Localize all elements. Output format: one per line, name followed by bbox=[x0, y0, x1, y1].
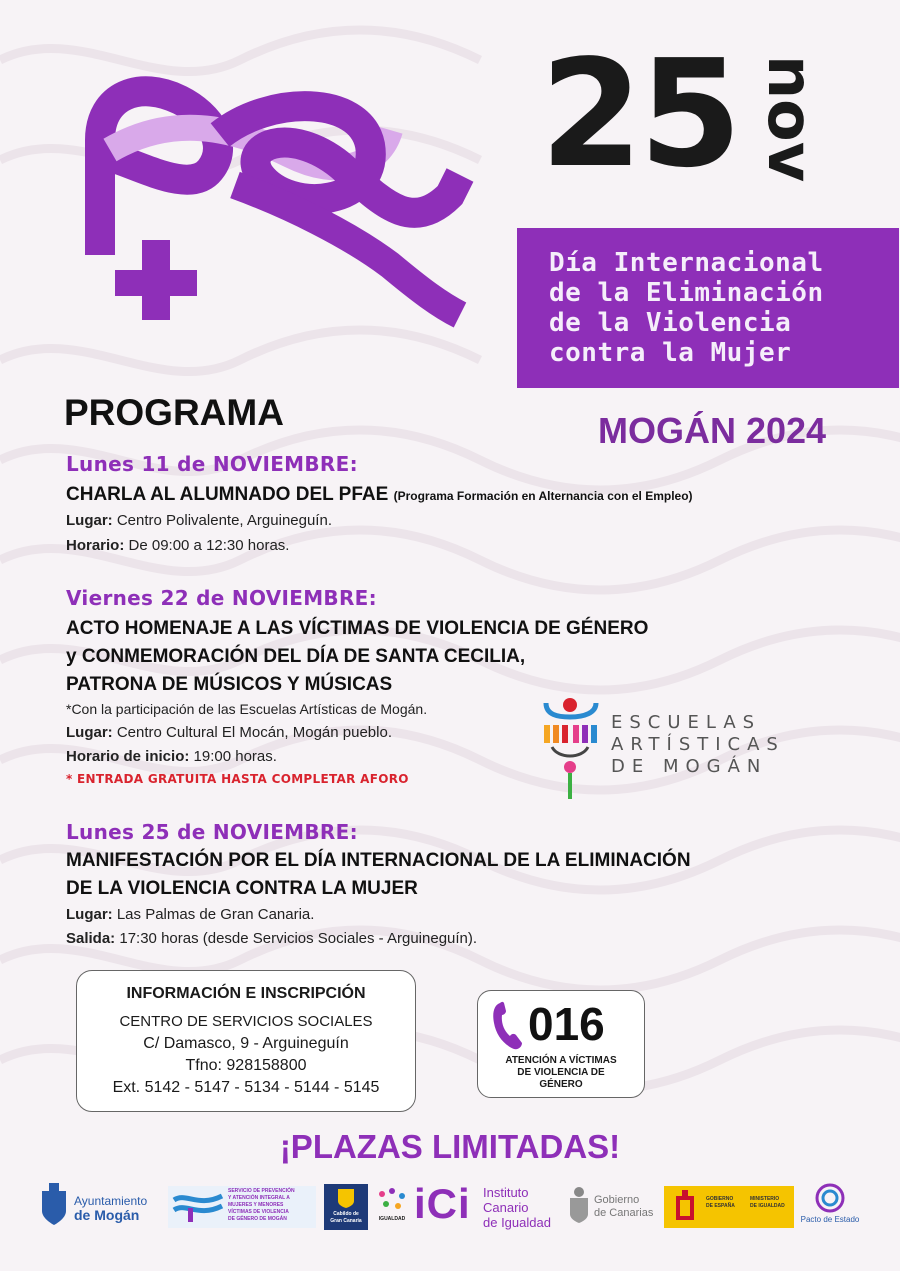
espana-text-left bbox=[706, 1196, 735, 1210]
event-lugar bbox=[66, 906, 314, 923]
escuelas-line: ARTÍSTICAS bbox=[611, 734, 785, 755]
event-title-text: CHARLA AL ALUMNADO DEL PFAE bbox=[66, 484, 389, 505]
info-phone: Tfno: 928158800 bbox=[185, 1057, 307, 1074]
escuelas-artisticas-logo-text bbox=[611, 712, 785, 778]
event-title bbox=[66, 484, 693, 506]
event-lugar bbox=[66, 512, 332, 529]
espana-line: DE ESPAÑA bbox=[706, 1203, 735, 1209]
lugar-label: Lugar: bbox=[66, 512, 113, 529]
ici-line: Canario bbox=[483, 1200, 529, 1215]
espana-line: GOBIERNO bbox=[706, 1196, 734, 1202]
event-title-line: ACTO HOMENAJE A LAS VÍCTIMAS DE VIOLENCIA DE GÉNERO bbox=[66, 618, 649, 639]
event-salida bbox=[66, 930, 477, 947]
ici-logo-text bbox=[483, 1185, 551, 1230]
servicio-line: SERVICIO DE PREVENCIÓN bbox=[228, 1188, 295, 1194]
ici-line: Instituto bbox=[483, 1185, 529, 1200]
pacto-circle-icon bbox=[814, 1182, 846, 1214]
espana-line: MINISTERIO bbox=[750, 1196, 780, 1202]
mogan-crest-icon bbox=[40, 1183, 68, 1227]
espana-line: DE IGUALDAD bbox=[750, 1203, 785, 1209]
hotline-caption bbox=[478, 1055, 644, 1091]
free-entry-warning: * ENTRADA GRATUITA HASTA COMPLETAR AFORO bbox=[66, 772, 409, 786]
event-title-line: DE LA VIOLENCIA CONTRA LA MUJER bbox=[66, 878, 418, 899]
salida-value: 17:30 horas (desde Servicios Sociales - Arguineguín). bbox=[119, 930, 478, 947]
event-horario bbox=[66, 537, 289, 554]
lugar-value: Centro Polivalente, Arguineguín. bbox=[116, 512, 332, 529]
hotline-016-box bbox=[477, 990, 645, 1098]
ayuntamiento-line: Ayuntamiento bbox=[74, 1194, 148, 1208]
cabildo-logo bbox=[324, 1184, 368, 1230]
phone-icon bbox=[492, 1001, 524, 1051]
event-horario bbox=[66, 748, 277, 765]
hotline-number: 016 bbox=[528, 998, 605, 1050]
horario-label: Horario: bbox=[66, 537, 125, 554]
date-month: nov bbox=[754, 55, 827, 183]
cabildo-crest-icon bbox=[337, 1187, 355, 1209]
dots-icon bbox=[374, 1186, 410, 1216]
hotline-caption-line: GÉNERO bbox=[539, 1079, 583, 1090]
lugar-label: Lugar: bbox=[66, 906, 113, 923]
info-inscripcion-box bbox=[76, 970, 416, 1112]
date-day: 25 bbox=[540, 28, 738, 200]
ici-mark: iCi bbox=[414, 1180, 471, 1227]
event-title-note: (Programa Formación en Alternancia con el Empleo) bbox=[393, 489, 693, 503]
plazas-limitadas: ¡PLAZAS LIMITADAS! bbox=[279, 1128, 621, 1165]
gobierno-canarias-logo bbox=[568, 1186, 654, 1229]
location-year-heading: MOGÁN 2024 bbox=[598, 410, 827, 451]
hotline-caption-line: ATENCIÓN A VÍCTIMAS bbox=[505, 1055, 617, 1066]
event-date: Lunes 11 de NOVIEMBRE: bbox=[66, 452, 358, 476]
info-line: CENTRO DE SERVICIOS SOCIALES bbox=[119, 1013, 373, 1030]
pacto-text: Pacto de Estado bbox=[800, 1215, 860, 1224]
servicio-line: VÍCTIMAS DE VIOLENCIA bbox=[228, 1209, 289, 1215]
escuelas-line: DE MOGÁN bbox=[611, 756, 768, 777]
event-note: *Con la participación de las Escuelas Artísticas de Mogán. bbox=[66, 701, 428, 717]
event-title-line: Día Internacional bbox=[549, 248, 824, 278]
servicio-text bbox=[228, 1188, 295, 1223]
ayuntamiento-line: de Mogán bbox=[74, 1207, 140, 1223]
cabildo-line: Gran Canaria bbox=[330, 1218, 362, 1224]
escuelas-artisticas-icon bbox=[540, 695, 602, 801]
event-title-box bbox=[517, 228, 899, 388]
event-title-line: y CONMEMORACIÓN DEL DÍA DE SANTA CECILIA, bbox=[66, 646, 526, 667]
horario-value: De 09:00 a 12:30 horas. bbox=[128, 537, 290, 554]
gobierno-espana-logo bbox=[664, 1186, 794, 1228]
servicio-prevencion-logo bbox=[168, 1186, 316, 1228]
venus-emblem-logo bbox=[60, 55, 490, 330]
espana-text-right bbox=[750, 1196, 785, 1210]
igualdad-small-logo bbox=[374, 1186, 410, 1226]
event-lugar bbox=[66, 724, 392, 741]
spain-crest-icon bbox=[670, 1190, 700, 1224]
lugar-value: Centro Cultural El Mocán, Mogán pueblo. bbox=[116, 724, 392, 741]
servicio-line: MUJERES Y MENORES bbox=[228, 1202, 284, 1208]
pacto-estado-logo bbox=[800, 1182, 860, 1224]
info-address: C/ Damasco, 9 - Arguineguín bbox=[143, 1035, 349, 1052]
cabildo-text bbox=[324, 1211, 368, 1225]
event-title-line: contra la Mujer bbox=[549, 338, 792, 368]
horario-label: Horario de inicio: bbox=[66, 748, 190, 765]
hotline-caption-line: DE VIOLENCIA DE bbox=[517, 1067, 605, 1078]
programa-heading: PROGRAMA bbox=[64, 392, 284, 433]
waves-icon bbox=[172, 1190, 224, 1224]
canarias-crest-icon bbox=[568, 1186, 590, 1224]
servicio-line: Y ATENCIÓN INTEGRAL A bbox=[228, 1195, 290, 1201]
gobierno-line: de Canarias bbox=[594, 1207, 654, 1219]
horario-value: 19:00 horas. bbox=[193, 748, 277, 765]
servicio-line: DE GÉNERO DE MOGÁN bbox=[228, 1216, 287, 1222]
ici-line: de Igualdad bbox=[483, 1215, 551, 1230]
cabildo-line: Cabildo de bbox=[333, 1211, 359, 1217]
event-title-line: MANIFESTACIÓN POR EL DÍA INTERNACIONAL DE LA ELIMINACIÓN bbox=[66, 850, 691, 871]
event-title-line: de la Eliminación bbox=[549, 278, 824, 308]
escuelas-line: ESCUELAS bbox=[611, 712, 762, 733]
lugar-value: Las Palmas de Gran Canaria. bbox=[116, 906, 315, 923]
info-heading: INFORMACIÓN E INSCRIPCIÓN bbox=[126, 985, 366, 1002]
event-title-line: PATRONA DE MÚSICOS Y MÚSICAS bbox=[66, 674, 393, 695]
igualdad-small-text: IGUALDAD bbox=[378, 1216, 406, 1222]
event-title-line: de la Violencia bbox=[549, 308, 792, 338]
lugar-label: Lugar: bbox=[66, 724, 113, 741]
gobierno-line: Gobierno bbox=[594, 1194, 640, 1206]
ayuntamiento-logo bbox=[40, 1183, 148, 1232]
salida-label: Salida: bbox=[66, 930, 116, 947]
event-date: Viernes 22 de NOVIEMBRE: bbox=[66, 586, 377, 610]
event-date: Lunes 25 de NOVIEMBRE: bbox=[66, 820, 358, 844]
info-extensions: Ext. 5142 - 5147 - 5134 - 5144 - 5145 bbox=[112, 1079, 380, 1096]
